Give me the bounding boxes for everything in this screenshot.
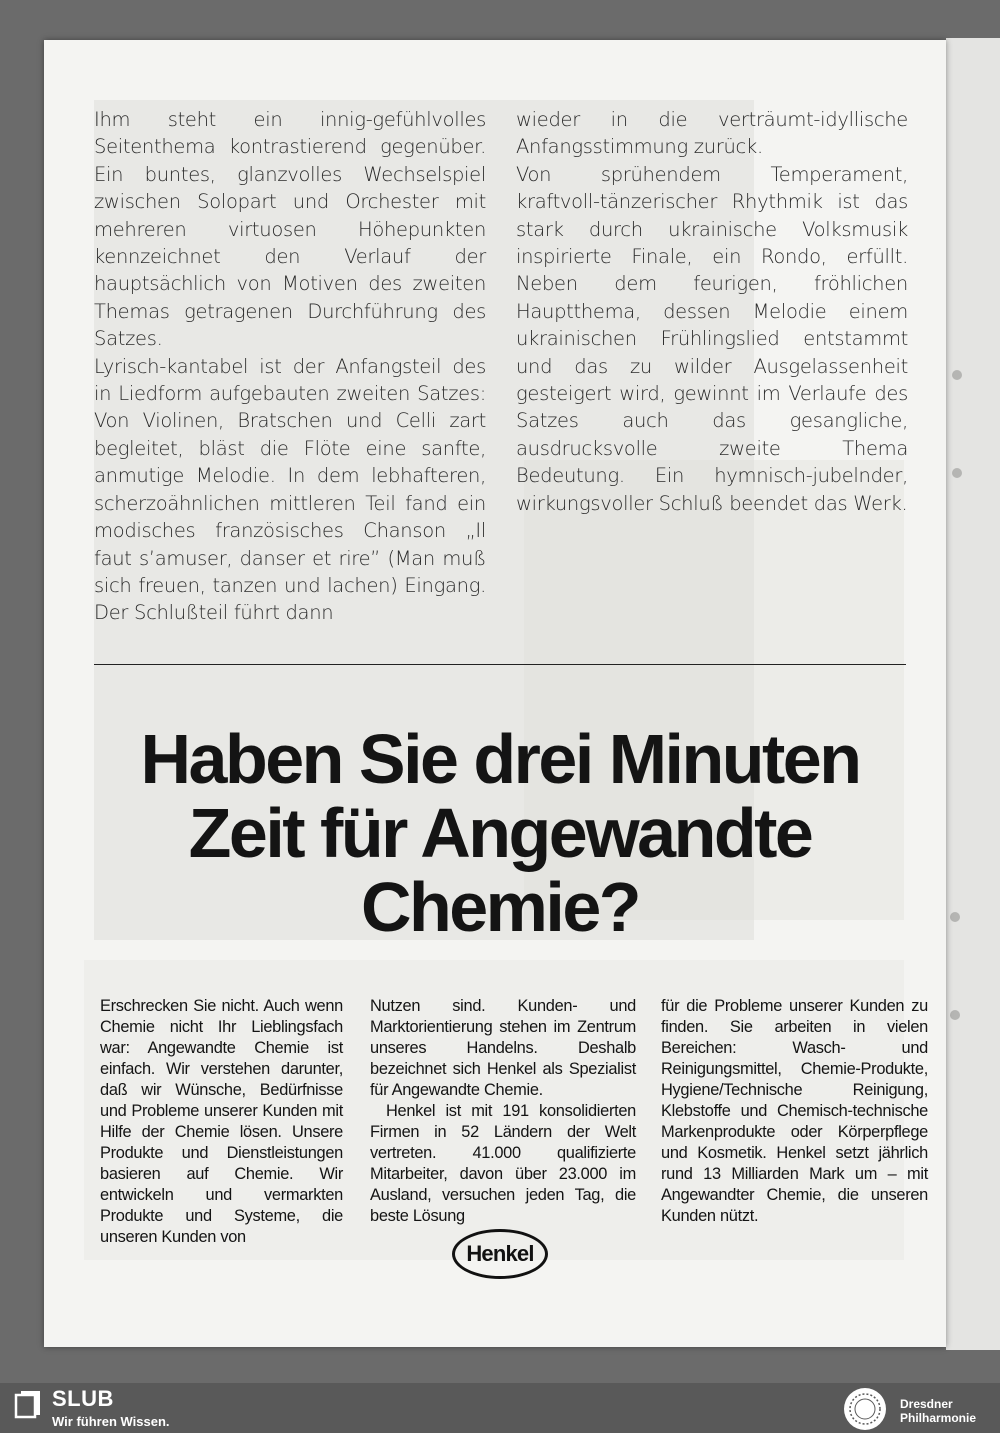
section-divider <box>94 664 906 665</box>
library-name[interactable]: SLUB <box>52 1386 114 1411</box>
slub-logo-icon[interactable] <box>12 1389 42 1419</box>
ad-text-column-1 <box>100 996 343 1248</box>
program-text-right-column <box>516 106 908 517</box>
henkel-logo-text: Henkel <box>466 1241 534 1266</box>
paragraph: Erschrecken Sie nicht. Auch wenn Chemie nicht Ihr Lieblingsfach war: Angewandte Chemie ist einfach. Wir verstehen darunter, daß wir Wünsche, Bedürfnisse und Probleme unserer Kunden mit Hilfe der Chemie lösen. Unsere Produkte und Dienstleistungen basieren auf Chemie. Wir entwickeln und vermarkten Produkte und Systeme, die unseren Kunden von <box>100 997 343 1246</box>
binding-hole <box>950 1010 960 1020</box>
partner-name-line: Dresdner <box>900 1397 953 1411</box>
philharmonie-seal-icon[interactable] <box>842 1386 888 1432</box>
ad-headline-line: Zeit für Angewandte <box>188 794 812 872</box>
binding-hole <box>952 468 962 478</box>
ad-text-column-3 <box>661 996 928 1227</box>
paragraph: Nutzen sind. Kunden- und Marktorientierung stehen im Zentrum unseres Handelns. Deshalb bezeichnet sich Henkel als Spezialist für Angewandte Chemie. <box>370 997 636 1099</box>
ad-text-column-2 <box>370 996 636 1227</box>
binding-hole <box>950 912 960 922</box>
ad-headline <box>60 722 940 944</box>
library-tagline: Wir führen Wissen. <box>52 1414 170 1429</box>
adjacent-page-edge <box>946 38 1000 1350</box>
paragraph: Lyrisch-kantabel ist der Anfangsteil des in Liedform aufgebauten zweiten Satzes: Von Violinen, Bratschen und Celli zart begleitet, bläst die Flöte eine sanfte, anmutige Melodie. In dem lebhafteren, scherzoähnlichen mittleren Teil fand ein modisches französisches Chanson „Il faut s’amuser, danser et rire” (Man muß sich freuen, tanzen und lachen) Eingang. Der Schlußteil führt dann <box>94 354 486 625</box>
program-text-left-column <box>94 106 486 627</box>
ad-headline-line: Chemie? <box>360 868 640 946</box>
paragraph: für die Probleme unserer Kunden zu finden. Sie arbeiten in vielen Bereichen: Wasch- und Reinigungsmittel, Chemie-Produkte, Hygiene/Technische Reinigung, Klebstoffe und Chemisch-technische Markenprodukte oder Körperpflege und Kosmetik. Henkel setzt jährlich rund 13 Milliarden Mark um – mit Angewandter Chemie, die unseren Kunden nützt. <box>661 997 928 1225</box>
paragraph: wieder in die verträumt-idyllische Anfangsstimmung zurück. <box>516 108 908 159</box>
paragraph: Von sprühendem Temperament, kraftvoll-tänzerischer Rhythmik ist das stark durch ukrainische Volksmusik inspirierte Finale, ein Rondo, erfüllt. Neben dem feurigen, fröhlichen Hauptthema, dessen Melodie einem ukrainischen Frühlingslied entstammt und das zu wilder Ausgelassenheit gesteigert wird, gewinnt im Verlaufe des Satzes auch das gesangliche, ausdrucksvolle zweite Thema Bedeutung. Ein hymnisch-jubelnder, wirkungsvoller Schluß beendet das Werk. <box>516 162 908 515</box>
paragraph: Ihm steht ein innig-gefühlvolles Seitenthema kontrastierend gegenüber. Ein buntes, glanzvolles Wechselspiel zwischen Solopart und Orchester mit mehreren virtuosen Höhepunkten kennzeichnet den Verlauf der hauptsächlich von Motiven des zweiten Themas getragenen Durchführung des Satzes. <box>94 108 486 351</box>
partner-name-line: Philharmonie <box>900 1411 977 1425</box>
paragraph: Henkel ist mit 191 konsolidierten Firmen in 52 Ländern der Welt vertreten. 41.000 qualifizierte Mitarbeiter, davon über 23.000 im Ausland, versuchen jeden Tag, die beste Lösung <box>370 1102 636 1225</box>
henkel-logo <box>452 1229 548 1279</box>
binding-hole <box>952 370 962 380</box>
ad-headline-line: Haben Sie drei Minuten <box>140 720 860 798</box>
